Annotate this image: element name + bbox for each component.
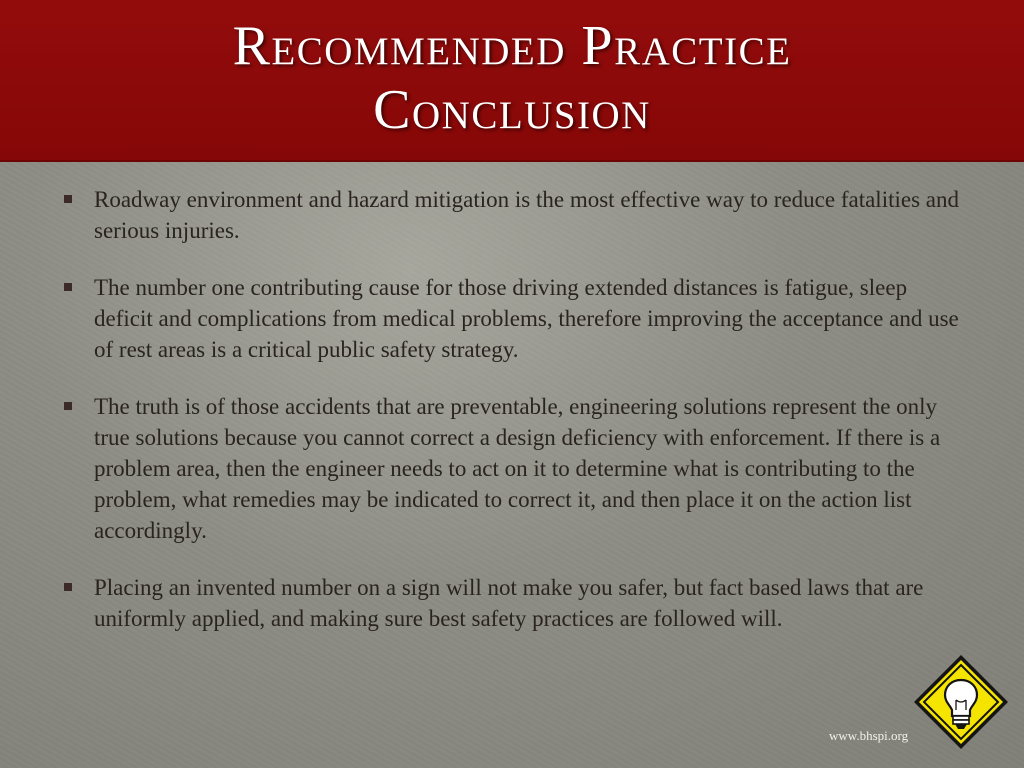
bullet-item — [60, 272, 965, 365]
bullet-text: Roadway environment and hazard mitigation is the most effective way to reduce fatalities and serious injuries. — [94, 187, 959, 243]
square-bullet-icon — [64, 195, 72, 203]
bullet-item — [60, 184, 965, 246]
bullet-item — [60, 572, 965, 634]
bullet-text: Placing an invented number on a sign will not make you safer, but fact based laws that are uniformly applied, and making sure best safety practices are followed will. — [94, 575, 924, 631]
title-banner — [0, 0, 1024, 162]
lightbulb-warning-sign-icon — [911, 652, 1011, 752]
bullet-text: The number one contributing cause for those driving extended distances is fatigue, sleep deficit and complications from medical problems, therefore improving the acceptance and use of rest areas is a critical public safety strategy. — [94, 275, 959, 362]
footer-url: www.bhspi.org — [829, 728, 909, 743]
square-bullet-icon — [64, 283, 72, 291]
slide-title-line-2: Conclusion — [373, 79, 651, 141]
bullet-list — [60, 184, 965, 660]
slide-title-line-1: Recommended Practice — [232, 15, 792, 77]
square-bullet-icon — [64, 583, 72, 591]
bullet-item — [60, 391, 965, 546]
bullet-text: The truth is of those accidents that are preventable, engineering solutions represent the only true solutions because you cannot correct a design deficiency with enforcement. If there is a problem area, then the engineer needs to act on it to determine what is contributing to the problem, what remedies may be indicated to correct it, and then place it on the action list accordingly. — [94, 394, 941, 543]
square-bullet-icon — [64, 402, 72, 410]
slide-title — [0, 14, 1024, 142]
